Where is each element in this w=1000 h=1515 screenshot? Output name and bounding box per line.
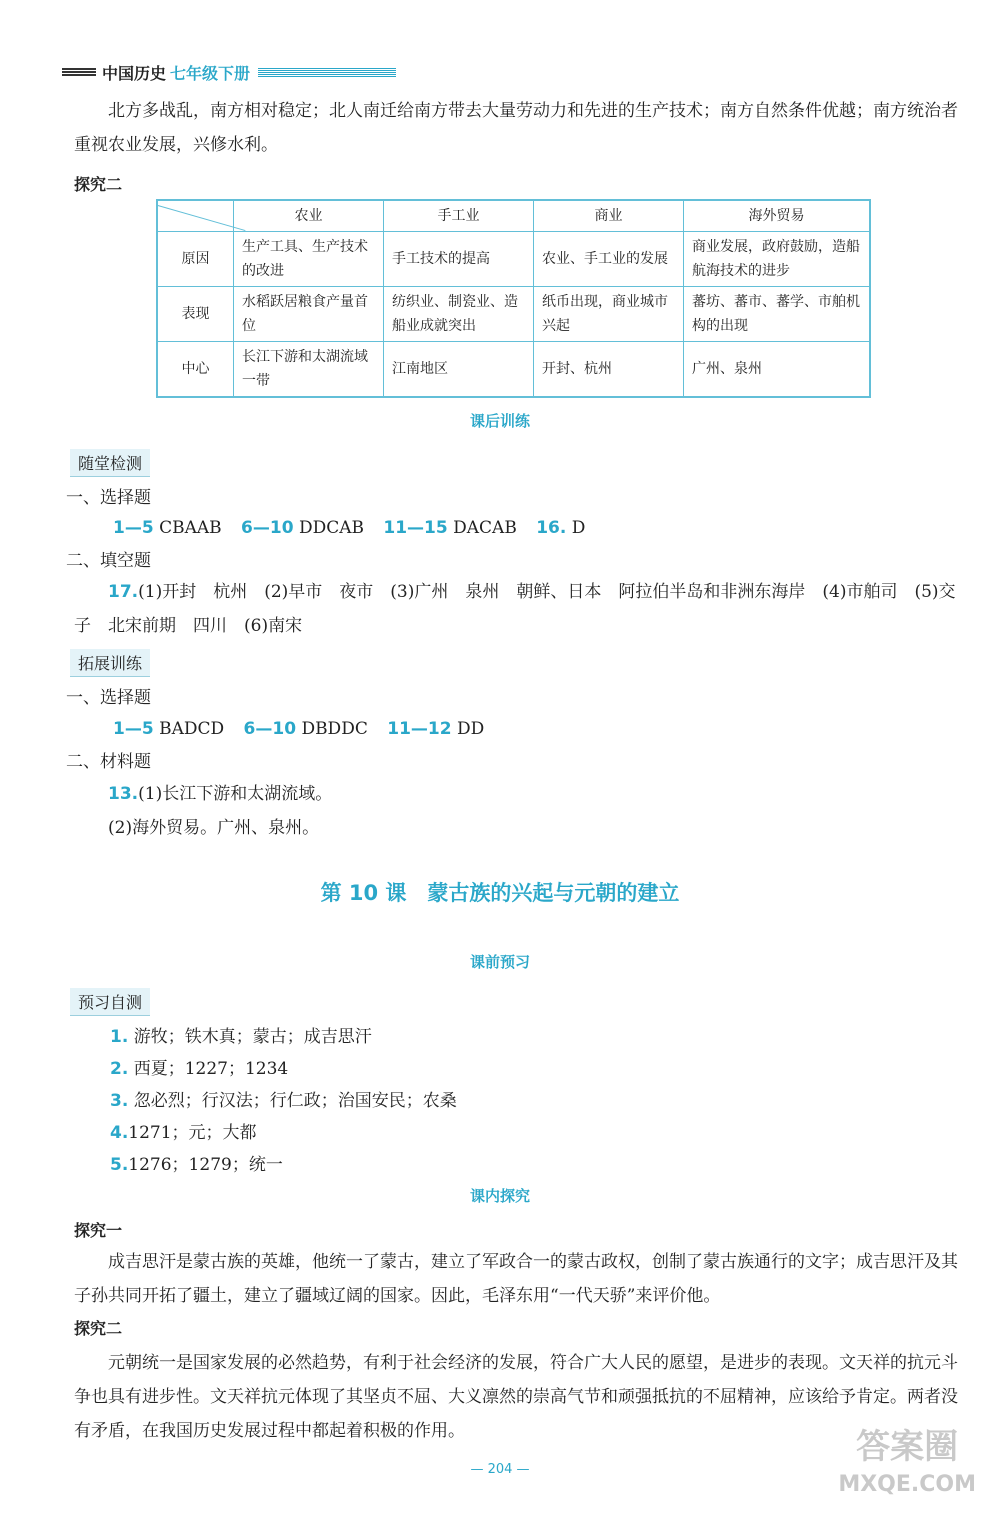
intro-paragraph: 北方多战乱，南方相对稳定；北人南迁给南方带去大量劳动力和先进的生产技术；南方自然条件优越；南方统治者重视农业发展，兴修水利。 [74, 101, 958, 155]
header-line-decoration [258, 68, 396, 77]
table-cell: 农业、手工业的发展 [534, 232, 684, 287]
table-cell: 蕃坊、蕃市、蕃学、市舶机构的出现 [684, 287, 871, 342]
answer-range: 6—10 [243, 719, 297, 739]
after-class-title: 课后训练 [469, 412, 530, 430]
row-label: 原因 [157, 232, 234, 287]
explore2-heading: 探究二 [74, 175, 123, 194]
choice-answers-1 [113, 511, 998, 545]
choice-title: 一、选择题 [66, 488, 151, 508]
preview-item [110, 1084, 995, 1118]
q17-answer [74, 575, 959, 643]
table-cell: 生产工具、生产技术的改进 [234, 232, 384, 287]
question-text: (1)开封 杭州 (2)早市 夜市 (3)广州 泉州 朝鲜、日本 阿拉伯半岛和非洲东海岸 (4)市舶司 (5)交子 北宋前期 四川 (6)南宋 [74, 582, 956, 636]
row-label: 中心 [157, 342, 234, 398]
table-corner-cell [157, 200, 234, 232]
watermark-logo [838, 1428, 976, 1504]
table-cell: 广州、泉州 [684, 342, 871, 398]
book-grade: 七年级下册 [170, 63, 251, 83]
table-header: 商业 [534, 200, 684, 232]
explore2b-heading: 探究二 [74, 1319, 123, 1338]
table-row [157, 342, 870, 398]
answer-value: CBAAB [159, 518, 222, 538]
item-number: 1. [110, 1027, 129, 1047]
watermark-line2: MXQE.COM [838, 1472, 976, 1497]
answer-range: 6—10 [241, 518, 294, 538]
table-cell: 纸币出现，商业城市兴起 [534, 287, 684, 342]
table-cell: 水稻跃居粮食产量首位 [234, 287, 384, 342]
table-header: 农业 [234, 200, 384, 232]
explore2b-paragraph: 元朝统一是国家发展的必然趋势，有利于社会经济的发展，符合广大人民的愿望，是进步的表现。文天祥的抗元斗争也具有进步性。文天祥抗元体现了其坚贞不屈、大义凛然的崇高气节和顽强抵抗的不屈精神，应该给予肯定。两者没有矛盾，在我国历史发展过程中都起着积极的作用。 [74, 1353, 958, 1441]
preview-box-label: 预习自测 [70, 988, 150, 1016]
answer-value: BADCD [159, 719, 225, 739]
table-cell: 开封、杭州 [534, 342, 684, 398]
item-text: 游牧；铁木真；蒙古；成吉思汗 [133, 1027, 372, 1047]
item-text: 1271；元；大都 [128, 1123, 257, 1143]
watermark-line1: 答案圈 [856, 1427, 959, 1467]
book-title: 中国历史 [102, 63, 167, 83]
choice-answers-2 [113, 712, 998, 746]
explore1-paragraph: 成吉思汗是蒙古族的英雄，他统一了蒙古，建立了军政合一的蒙古政权，创制了蒙古族通行的文字；成吉思汗及其子孙共同开拓了疆土，建立了疆域辽阔的国家。因此，毛泽东用“一代天骄”来评价他。 [74, 1252, 958, 1306]
answer-range: 11—15 [383, 518, 448, 538]
table-header: 海外贸易 [684, 200, 871, 232]
table-cell: 纺织业、制瓷业、造船业成就突出 [384, 287, 534, 342]
inclass-title: 课内探究 [469, 1187, 530, 1205]
quiz-box-label: 随堂检测 [70, 449, 150, 477]
answer-range: 1—5 [113, 518, 154, 538]
table-cell: 江南地区 [384, 342, 534, 398]
item-text: 忽必烈；行汉法；行仁政；治国安民；农桑 [133, 1091, 457, 1111]
diagonal-divider [166, 208, 224, 224]
preview-item [110, 1148, 995, 1182]
header-bars-decoration [62, 68, 96, 77]
question-number: 17. [108, 582, 139, 602]
table-cell: 手工技术的提高 [384, 232, 534, 287]
lesson-title: 第 10 课 蒙古族的兴起与元朝的建立 [320, 881, 680, 905]
fill-title: 二、填空题 [66, 551, 151, 571]
question-text: (1)长江下游和太湖流域。 [138, 784, 333, 804]
item-number: 3. [110, 1091, 129, 1111]
answer-value: DBDDC [301, 719, 368, 739]
choice-title-2: 一、选择题 [66, 688, 151, 708]
q13-line2: (2)海外贸易。广州、泉州。 [108, 818, 320, 838]
item-number: 4. [110, 1123, 129, 1143]
answer-range: 1—5 [113, 719, 154, 739]
item-text: 1276；1279；统一 [128, 1155, 283, 1175]
answer-value: DDCAB [298, 518, 364, 538]
answer-range: 11—12 [387, 719, 452, 739]
preview-item [110, 1020, 995, 1054]
table-header-row [157, 200, 870, 232]
page-number-value: 204 [487, 1462, 513, 1477]
answer-range: 16. [536, 518, 567, 538]
question-number: 13. [108, 784, 139, 804]
answer-value: D [571, 518, 586, 538]
row-label: 表现 [157, 287, 234, 342]
table-cell: 长江下游和太湖流域一带 [234, 342, 384, 398]
item-number: 5. [110, 1155, 129, 1175]
preview-title: 课前预习 [469, 953, 530, 971]
q13-line1 [108, 777, 993, 811]
running-header [62, 60, 396, 84]
extension-box-label: 拓展训练 [70, 649, 150, 677]
table-cell: 商业发展，政府鼓励，造船航海技术的进步 [684, 232, 871, 287]
material-title: 二、材料题 [66, 752, 151, 772]
answer-value: DACAB [453, 518, 517, 538]
table-header: 手工业 [384, 200, 534, 232]
preview-item [110, 1116, 995, 1150]
item-number: 2. [110, 1059, 129, 1079]
item-text: 西夏；1227；1234 [133, 1059, 289, 1079]
page-number: — 204 — [470, 1462, 530, 1477]
preview-item [110, 1052, 995, 1086]
table-row [157, 232, 870, 287]
comparison-table [156, 199, 871, 398]
explore1-heading: 探究一 [74, 1221, 123, 1240]
table-row [157, 287, 870, 342]
answer-value: DD [456, 719, 485, 739]
